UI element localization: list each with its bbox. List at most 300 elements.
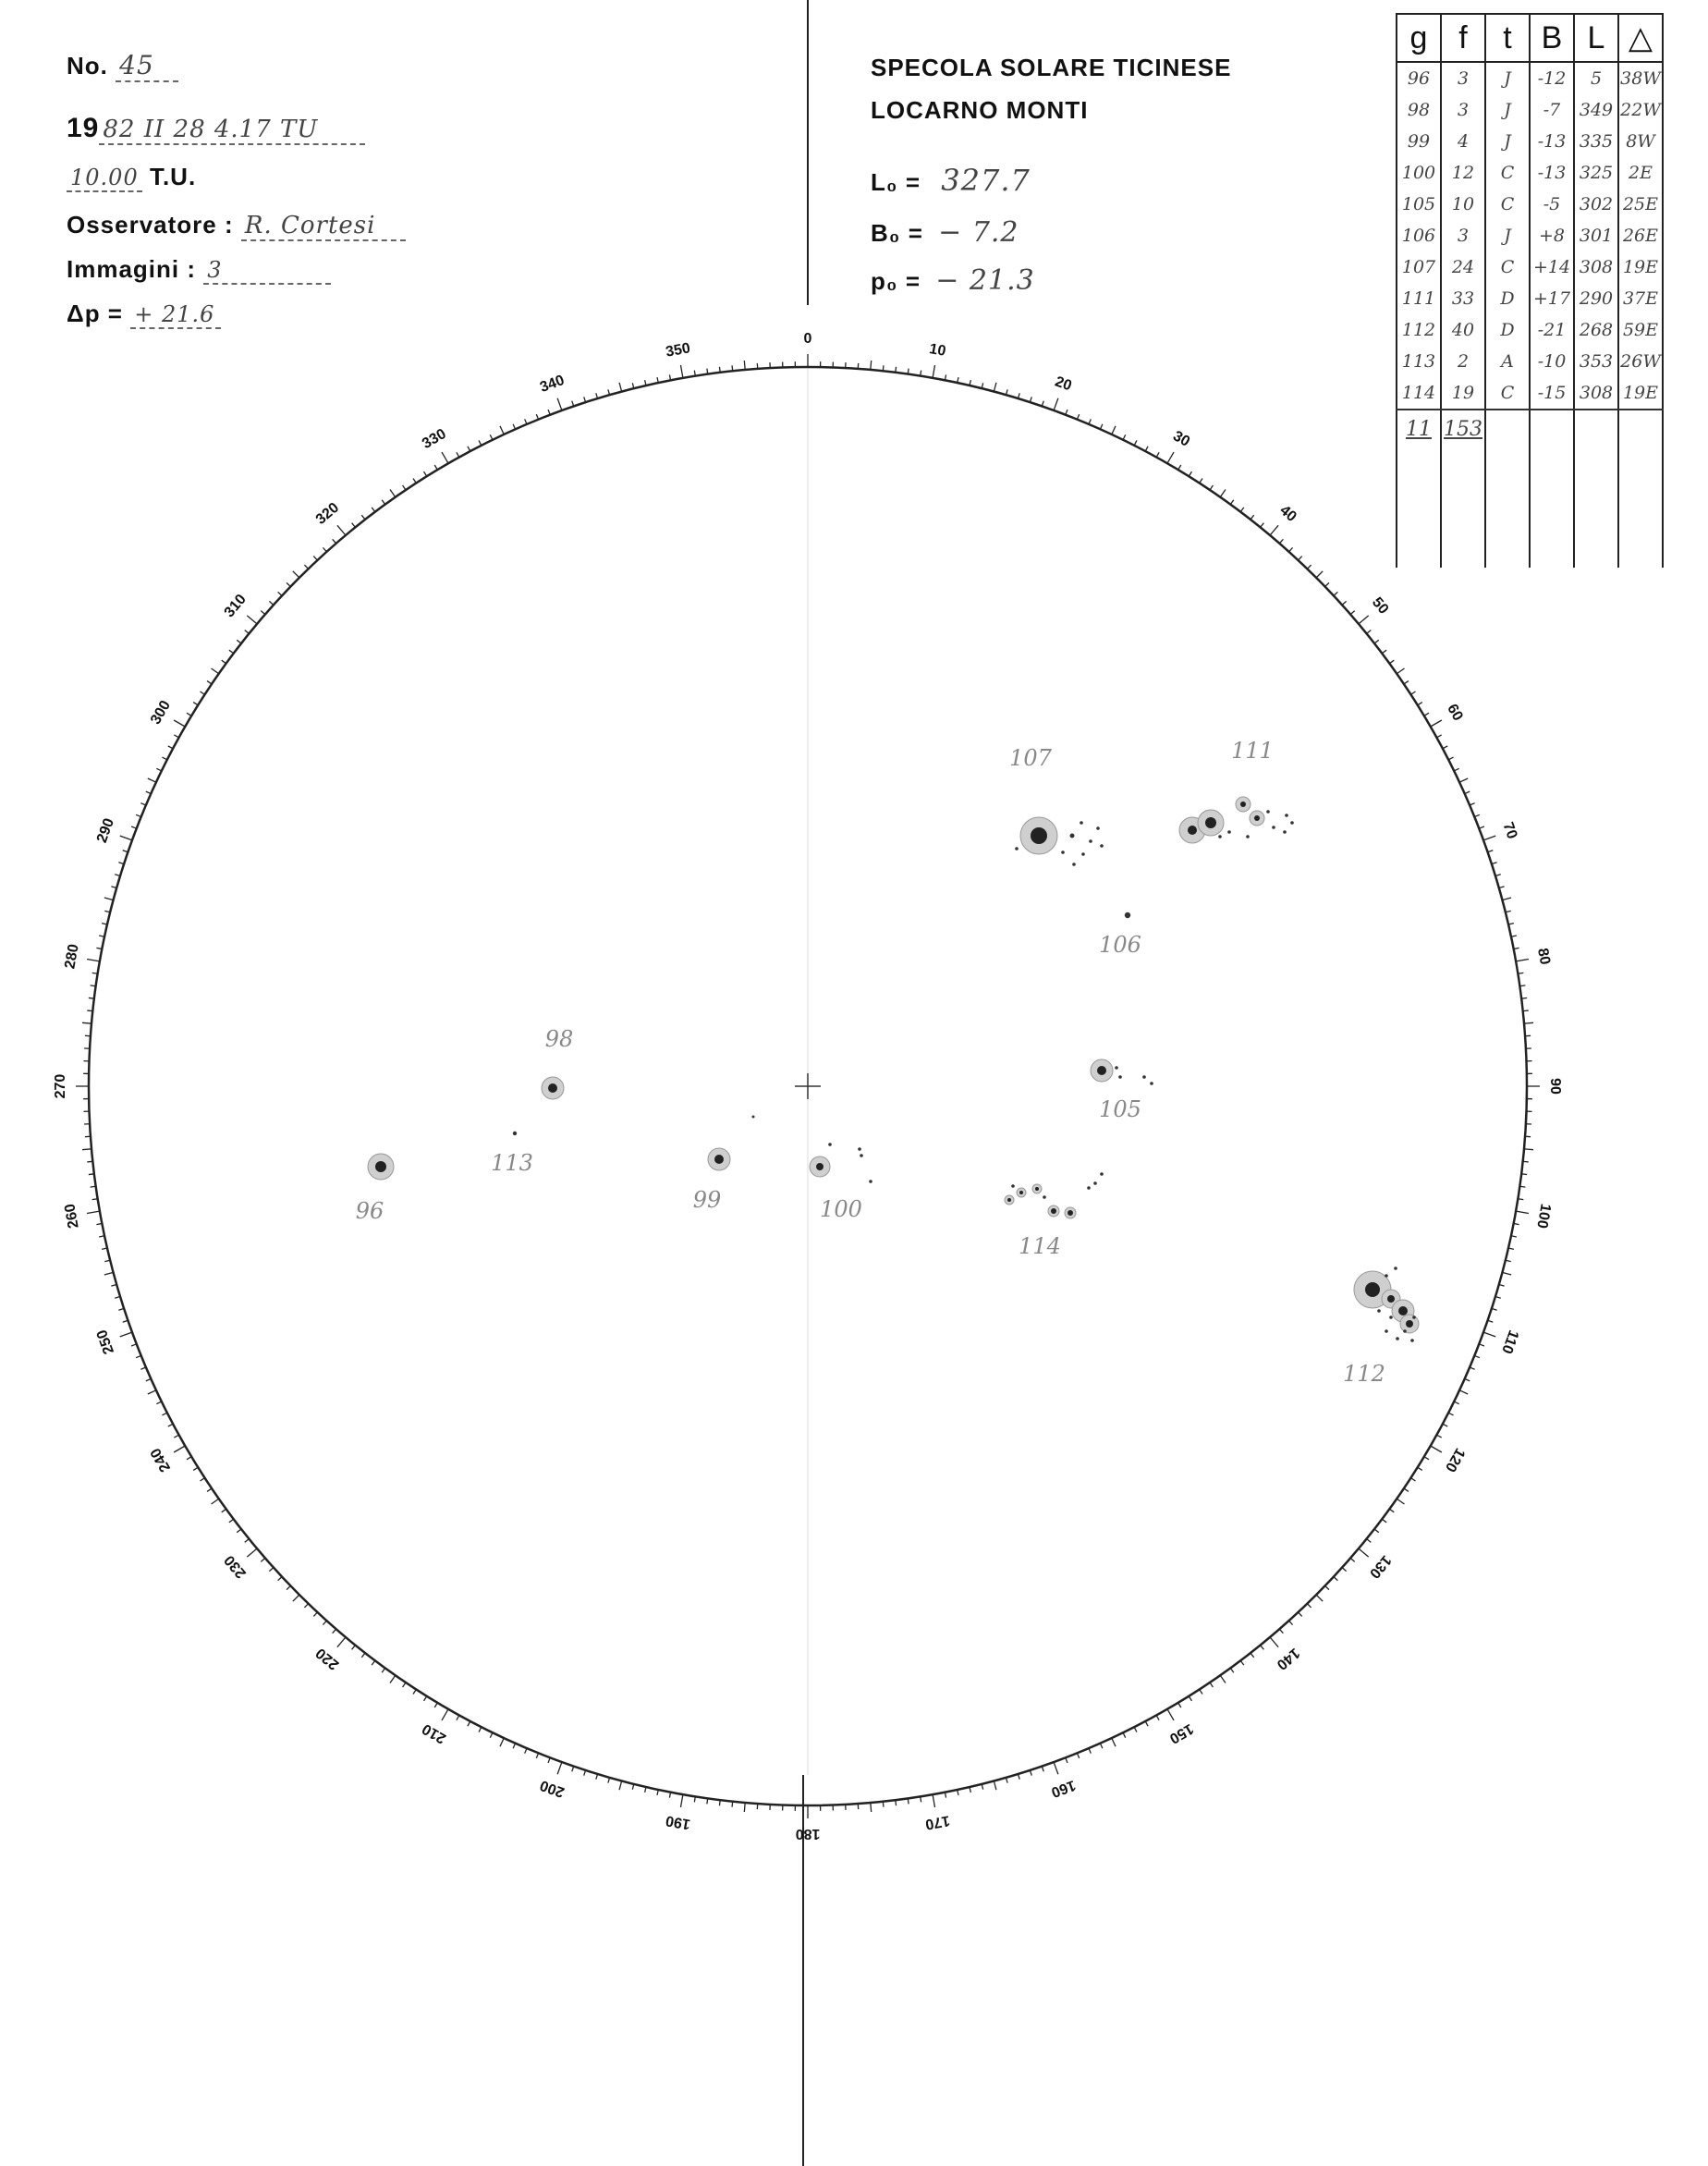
sunspot-group-label: 114 [1019,1233,1061,1259]
pore [1089,839,1092,843]
dial-tick [1261,1646,1264,1650]
dial-tick [200,691,204,694]
total-spots: 153 [1441,410,1485,447]
dial-tick [278,1577,282,1581]
dial-tick [557,1762,562,1774]
dial-tick [1495,1296,1501,1298]
pore [869,1180,872,1183]
dial-tick [82,1022,92,1023]
dial-tick [382,500,385,505]
dial-tick [1200,1689,1202,1694]
dial-tick [91,985,96,986]
dial-tick [1325,582,1329,586]
dial-tick [352,1646,356,1650]
table-cell: 19E [1618,377,1663,410]
dial-tick [468,447,470,451]
dial-tick [174,1435,178,1438]
table-cell: 33 [1441,283,1485,314]
dial-tick [732,365,733,371]
dial-tick [293,1595,299,1601]
umbra [1019,1191,1023,1194]
dial-tick [1240,1660,1244,1665]
dial-tick [237,1529,241,1533]
dial-tick [1502,898,1511,900]
dial-tick [162,757,166,760]
dial-tick [1156,1715,1159,1719]
dial-tick [91,1186,96,1187]
dial-tick [1134,440,1137,445]
dial-tick [1230,1668,1234,1672]
dial-tick [269,601,273,605]
dial-tick [1516,959,1529,961]
dial-tick [1134,1727,1137,1732]
dial-tick [87,1010,92,1011]
dial-tick [1374,1529,1379,1533]
dial-tick [237,640,241,643]
dial-tick [1018,1774,1019,1780]
col-header-l: L [1574,14,1618,62]
table-cell: -12 [1530,62,1574,94]
dial-label: 180 [795,1825,821,1842]
dial-tick [1454,1401,1458,1404]
dial-tick [442,452,448,463]
table-cell: 111 [1397,283,1441,314]
dial-tick [908,369,909,374]
pore [1080,821,1083,825]
dial-tick [1350,1558,1355,1561]
dial-tick [1488,850,1494,852]
dial-label: 270 [53,1073,69,1099]
p0-label: p₀ = [871,267,921,295]
umbra [548,1083,557,1093]
dial-tick [619,383,622,392]
dial-tick [1483,1332,1495,1337]
dial-tick [1424,1457,1429,1460]
table-cell: 100 [1397,157,1441,189]
dial-tick [212,668,219,674]
b0-label: B₀ = [871,219,923,247]
pore [1093,1181,1097,1185]
dial-tick [619,1781,622,1790]
dial-tick [222,660,226,664]
dial-tick [1459,1390,1468,1394]
dial-tick [1502,1272,1511,1275]
delta-p-label: Δp = [67,300,123,327]
dial-tick [1431,1446,1442,1452]
dial-tick [883,1802,884,1807]
table-cell: 301 [1574,220,1618,251]
umbra [1205,817,1216,828]
dial-tick [372,508,375,512]
table-cell: 19 [1441,377,1485,410]
dial-label: 170 [923,1812,951,1832]
observatory-location: LOCARNO MONTI [871,96,1089,124]
dial-tick [92,1199,98,1200]
dial-tick [434,465,437,470]
dial-tick [278,592,282,595]
table-cell: 19E [1618,251,1663,283]
dial-tick [174,1446,185,1452]
dial-tick [187,713,191,716]
table-cell: 98 [1397,94,1441,126]
dial-tick [403,485,406,490]
total-groups: 11 [1397,410,1441,447]
dial-tick [584,1770,586,1776]
dial-tick [1210,485,1213,490]
umbra [1387,1295,1395,1303]
delta-p-value: + 21.6 [130,301,221,329]
dial-tick [1404,681,1409,684]
col-header-g: g [1397,14,1441,62]
sunspot-group-label: 111 [1231,738,1274,764]
dial-tick [115,1296,120,1298]
dial-tick [1367,1539,1372,1543]
dial-tick [1289,1621,1293,1624]
dial-tick [247,1548,257,1557]
dial-tick [1524,1149,1533,1150]
table-cell: C [1485,189,1530,220]
dial-tick [1289,547,1293,551]
dial-label: 330 [420,425,449,453]
dial-tick [1250,515,1254,520]
dial-tick [680,365,682,378]
dial-tick [694,371,695,376]
dial-label: 40 [1276,502,1299,526]
dial-tick [896,1800,897,1805]
dial-tick [287,1585,290,1589]
dial-tick [104,898,114,900]
dial-tick [933,1794,934,1807]
table-cell: 22W [1618,94,1663,126]
dial-tick [115,875,120,876]
table-cell: C [1485,157,1530,189]
umbra [1188,826,1197,835]
dial-tick [1382,650,1386,654]
sunspot-group-label: 99 [692,1187,722,1213]
pore [1100,844,1104,848]
dial-label: 350 [665,340,692,361]
umbra [375,1161,386,1172]
table-cell: 37E [1618,283,1663,314]
pore [1115,1066,1118,1070]
dial-tick [118,1308,124,1310]
pore [1403,1329,1407,1333]
dial-tick [87,959,100,961]
dial-tick [457,452,459,457]
dial-tick [413,478,416,483]
pore [1396,1337,1399,1340]
dial-tick [287,582,290,586]
dial-label: 340 [538,372,567,397]
dial-tick [1459,778,1468,782]
dial-tick [1431,720,1442,727]
table-cell: -10 [1530,346,1574,377]
table-cell: -7 [1530,94,1574,126]
dial-tick [174,735,178,738]
dial-tick [1261,523,1264,528]
table-cell: +14 [1530,251,1574,283]
dial-tick [372,1660,375,1665]
table-cell: -13 [1530,157,1574,189]
dial-tick [596,1774,598,1780]
table-cell: 325 [1574,157,1618,189]
pore [1125,912,1130,918]
pore [1011,1184,1015,1188]
dial-tick [732,1802,733,1807]
table-cell: J [1485,62,1530,94]
dial-tick [1112,426,1116,434]
dial-tick [500,1738,504,1746]
dial-tick [1220,490,1226,497]
dial-tick [1270,1637,1278,1647]
dial-tick [1523,1161,1529,1162]
dial-tick [1410,691,1415,694]
dial-tick [1367,630,1372,634]
dial-tick [719,367,720,373]
pore [1410,1339,1414,1342]
dial-tick [352,523,356,528]
table-cell: -13 [1530,126,1574,157]
dial-tick [468,1721,470,1726]
dial-tick [1389,1509,1394,1512]
dial-label: 260 [62,1202,82,1230]
dial-tick [123,1320,128,1322]
dial-tick [1200,478,1202,483]
dial-tick [1342,601,1346,605]
dial-label: 240 [147,1445,175,1475]
dial-tick [1342,1568,1346,1572]
dial-tick [1492,1308,1497,1310]
dial-label: 280 [62,943,82,971]
dial-tick [1156,452,1159,457]
pore [1100,1172,1104,1176]
dial-tick [293,571,299,578]
dial-tick [1220,1675,1226,1683]
dial-tick [1443,1424,1447,1426]
dial-label: 140 [1273,1645,1303,1673]
dial-tick [871,361,872,370]
dial-tick [1410,1478,1415,1481]
sunspot-group-label: 107 [1009,745,1052,771]
dial-tick [1382,1519,1386,1523]
umbra [1406,1320,1413,1328]
pore [1389,1316,1393,1319]
table-cell: J [1485,94,1530,126]
dial-tick [744,361,745,370]
observatory-name: SPECOLA SOLARE TICINESE [871,54,1232,81]
dial-label: 120 [1441,1445,1469,1475]
pore [1218,835,1222,838]
dial-label: 100 [1533,1202,1554,1230]
pore [1015,847,1019,850]
dial-tick [304,565,308,569]
umbra [1068,1210,1073,1216]
dial-tick [1521,1174,1527,1175]
dial-tick [1436,1435,1441,1438]
dial-tick [382,1668,385,1672]
dial-tick [1521,997,1527,998]
col-header-delta: △ [1618,14,1663,62]
dial-tick [1230,500,1234,505]
dial-tick [1145,447,1148,451]
dial-tick [479,440,482,445]
dial-tick [1518,1199,1523,1200]
pore [1072,863,1076,866]
table-cell: 4 [1441,126,1485,157]
pore [1272,826,1275,829]
dial-tick [120,1332,132,1337]
dial-tick [871,1803,872,1812]
dial-tick [313,1612,317,1616]
dial-tick [1495,875,1501,876]
dial-label: 130 [1366,1551,1395,1582]
dial-tick [193,703,198,705]
dial-tick [413,1689,416,1694]
table-cell: 3 [1441,62,1485,94]
dial-tick [1374,640,1379,643]
dial-label: 250 [93,1327,118,1356]
table-cell: 59E [1618,314,1663,346]
pore [513,1132,517,1135]
dial-tick [994,1781,996,1790]
table-cell: 107 [1397,251,1441,283]
dial-tick [245,1539,250,1543]
dial-tick [1397,668,1404,674]
pore [828,1143,832,1146]
dial-label: 20 [1053,373,1074,395]
umbra [1007,1198,1011,1202]
dial-tick [424,471,427,476]
pore [1227,830,1231,834]
pore [1061,850,1065,854]
dial-tick [361,515,365,520]
dial-tick [596,393,598,398]
dial-tick [1307,565,1311,569]
dial-tick [1018,393,1019,398]
dial-tick [1042,1767,1043,1772]
dial-tick [707,1798,708,1804]
dial-tick [896,367,897,373]
umbra [1365,1282,1380,1297]
table-cell: J [1485,220,1530,251]
dial-tick [1279,1629,1283,1634]
dial-tick [908,1798,909,1804]
dial-label: 160 [1048,1776,1078,1801]
dial-tick [403,1683,406,1687]
table-cell: J [1485,126,1530,157]
dial-tick [304,1604,308,1608]
dial-tick [168,1424,173,1426]
dial-tick [87,1211,100,1213]
table-cell: D [1485,283,1530,314]
dial-tick [883,365,884,371]
table-cell: 96 [1397,62,1441,94]
dial-tick [1270,525,1278,535]
dial-tick [162,1413,166,1415]
dial-tick [123,850,128,852]
pore [1087,1186,1091,1190]
dial-tick [1299,1612,1302,1616]
dial-label: 10 [928,341,947,360]
dial-tick [1325,1585,1329,1589]
l0-number: 327.7 [941,163,1031,198]
umbra [1051,1208,1056,1214]
table-cell: 308 [1574,251,1618,283]
dial-tick [1178,1703,1181,1707]
table-cell: 3 [1441,94,1485,126]
dial-tick [323,547,326,551]
table-cell: 2 [1441,346,1485,377]
dial-tick [207,681,212,684]
sunspot-group-label: 106 [1099,932,1141,958]
dial-tick [1167,452,1174,463]
pore [1043,1195,1046,1199]
dial-tick [1418,1467,1422,1470]
table-cell: 112 [1397,314,1441,346]
dial-tick [1404,1488,1409,1491]
pore [858,1147,861,1151]
dial-tick [1516,1211,1529,1213]
table-cell: 308 [1574,377,1618,410]
dial-tick [333,539,336,544]
dial-tick [557,398,562,410]
dial-tick [1042,401,1043,407]
dial-tick [337,1637,346,1647]
table-cell: 290 [1574,283,1618,314]
umbra [714,1155,724,1164]
dial-tick [1488,1320,1494,1322]
dial-tick [719,1800,720,1805]
sunspot-group-label: 100 [820,1196,862,1222]
dial-tick [104,1272,114,1275]
table-cell: 113 [1397,346,1441,377]
col-header-b: B [1530,14,1574,62]
dial-label: 70 [1499,820,1520,841]
dial-tick [744,1803,745,1812]
table-cell: 105 [1397,189,1441,220]
pore [1081,852,1085,856]
dial-tick [584,397,586,402]
pore [1266,810,1270,814]
dial-tick [168,746,173,749]
table-cell: 24 [1441,251,1485,283]
dial-tick [229,1519,234,1523]
dial-tick [442,1709,448,1720]
dial-tick [994,383,996,392]
dial-tick [1123,434,1126,439]
table-cell: 38W [1618,62,1663,94]
dial-label: 90 [1546,1078,1563,1095]
table-cell: 40 [1441,314,1485,346]
dial-tick [323,1621,326,1624]
table-cell: 25E [1618,189,1663,220]
table-cell: 10 [1441,189,1485,220]
table-cell: 3 [1441,220,1485,251]
umbra [1031,827,1047,844]
dial-tick [1145,1721,1148,1726]
table-cell: 2E [1618,157,1663,189]
table-cell: 99 [1397,126,1441,157]
dial-tick [424,1696,427,1701]
dial-tick [1030,397,1031,402]
sunspot-group-label: 113 [491,1150,533,1176]
pore [1385,1329,1388,1333]
table-cell: 349 [1574,94,1618,126]
dial-tick [1030,1770,1031,1776]
dial-tick [156,768,161,771]
dial-tick [1210,1683,1213,1687]
dial-tick [1279,539,1283,544]
